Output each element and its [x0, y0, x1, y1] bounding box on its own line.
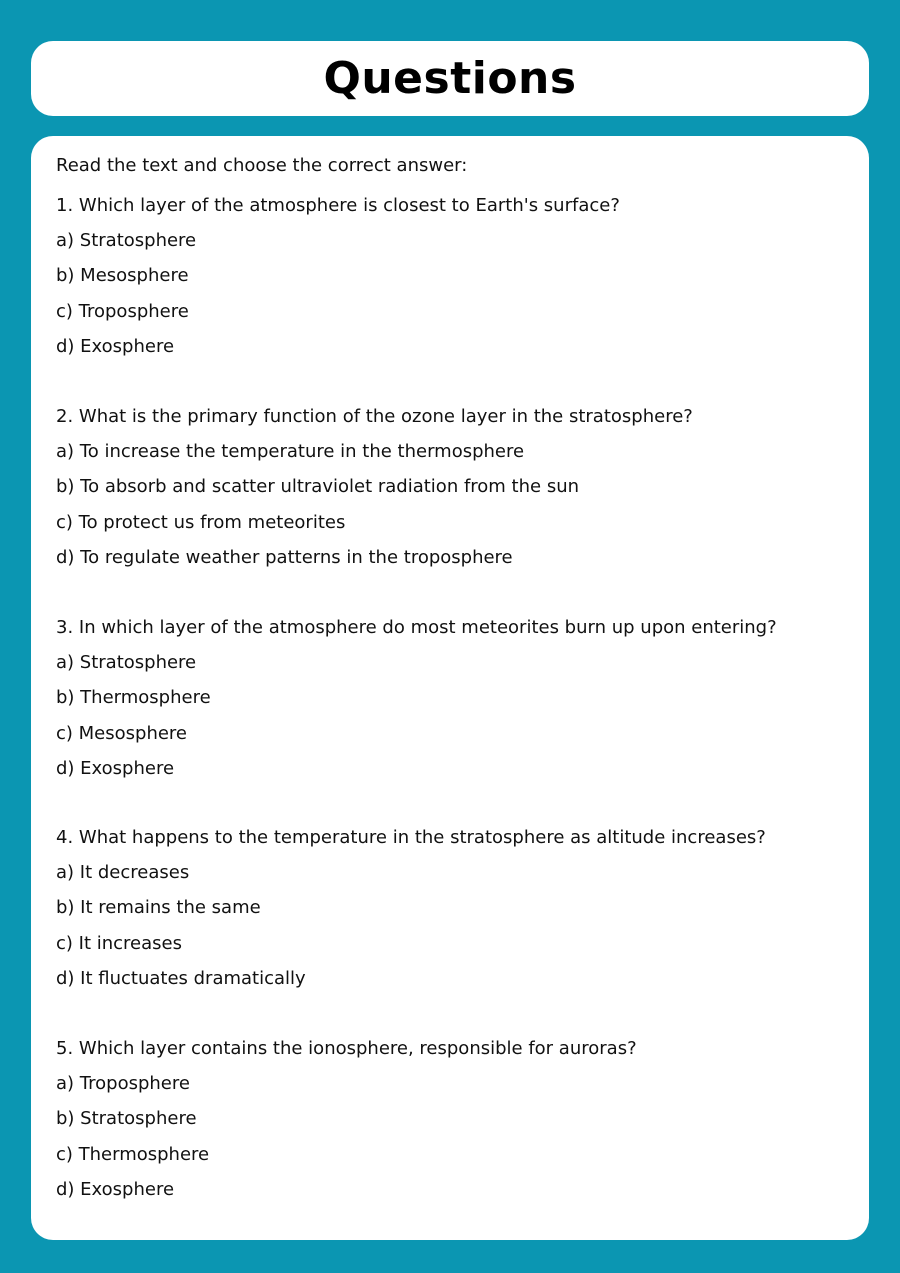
answer-option: c) Mesosphere	[56, 722, 188, 744]
answer-option: b) Mesosphere	[56, 265, 189, 287]
answer-option: d) It fluctuates dramatically	[56, 967, 306, 989]
answer-option: c) Troposphere	[56, 300, 189, 322]
answer-option: a) Stratosphere	[56, 652, 197, 674]
instructions: Read the text and choose the correct answer:	[56, 155, 468, 176]
answer-option: a) Troposphere	[56, 1073, 190, 1095]
answer-option: b) It remains the same	[56, 897, 261, 919]
answer-option: b) To absorb and scatter ultraviolet radiation from the sun	[56, 476, 580, 498]
question-text: 1. Which layer of the atmosphere is closest to Earth's surface?	[56, 195, 620, 216]
question-5	[56, 1037, 856, 1213]
answer-option: a) To increase the temperature in the thermosphere	[56, 441, 525, 463]
question-1	[56, 194, 856, 370]
title-card	[31, 41, 869, 116]
page-title: Questions	[323, 53, 577, 104]
question-text: 5. Which layer contains the ionosphere, responsible for auroras?	[56, 1038, 637, 1059]
answer-option: c) It increases	[56, 932, 182, 954]
questions-card	[31, 136, 869, 1240]
question-text: 3. In which layer of the atmosphere do most meteorites burn up upon entering?	[56, 617, 777, 638]
answer-option: c) Thermosphere	[56, 1143, 210, 1165]
question-3	[56, 616, 856, 792]
question-4	[56, 826, 856, 1002]
question-text: 2. What is the primary function of the ozone layer in the stratosphere?	[56, 406, 693, 427]
answer-option: d) To regulate weather patterns in the troposphere	[56, 546, 513, 568]
question-text: 4. What happens to the temperature in the stratosphere as altitude increases?	[56, 827, 766, 848]
question-2	[56, 405, 856, 581]
answer-option: a) It decreases	[56, 862, 190, 884]
answer-option: d) Exosphere	[56, 757, 175, 779]
answer-option: b) Stratosphere	[56, 1108, 197, 1130]
answer-option: d) Exosphere	[56, 1178, 175, 1200]
answer-option: a) Stratosphere	[56, 230, 197, 252]
answer-option: c) To protect us from meteorites	[56, 511, 346, 533]
answer-option: b) Thermosphere	[56, 687, 211, 709]
answer-option: d) Exosphere	[56, 335, 175, 357]
